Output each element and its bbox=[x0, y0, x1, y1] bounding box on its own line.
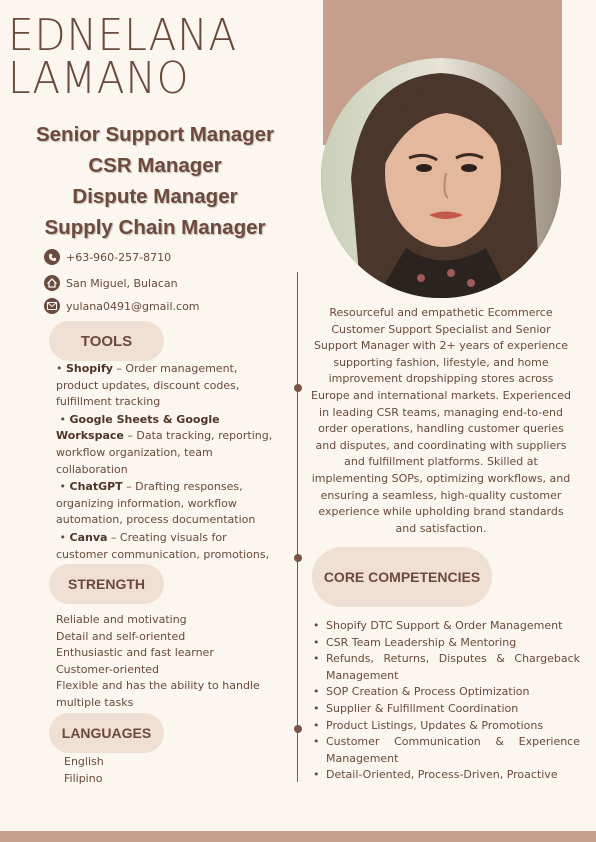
tool-name: Shopify bbox=[66, 362, 113, 375]
tool-desc: – Drafting responses, organizing information, workflow automation, process documentation bbox=[56, 480, 256, 527]
competency-item: • Detail-Oriented, Process-Driven, Proactive bbox=[310, 767, 580, 784]
competency-item: • Refunds, Returns, Disputes & Chargeback Management bbox=[310, 651, 580, 684]
tools-heading: TOOLS bbox=[49, 321, 164, 361]
job-titles bbox=[0, 119, 310, 243]
tool-item: • Canva – Creating visuals for customer communication, promotions, bbox=[56, 530, 280, 580]
profile-photo bbox=[321, 58, 561, 298]
phone-text: +63-960-257-8710 bbox=[66, 250, 172, 264]
competency-item: • Shopify DTC Support & Order Management bbox=[310, 618, 580, 635]
timeline-divider bbox=[297, 272, 298, 782]
email-text: yulana0491@gmail.com bbox=[66, 299, 200, 313]
title-line: CSR Manager bbox=[88, 154, 222, 177]
timeline-dot bbox=[294, 384, 302, 392]
languages-heading: LANGUAGES bbox=[49, 713, 164, 753]
tool-item: • Google Sheets & Google Workspace – Data tracking, reporting, workflow organization, team collaboration bbox=[56, 412, 273, 476]
tool-name: Canva bbox=[69, 530, 108, 544]
title-line: Supply Chain Manager bbox=[44, 216, 266, 239]
title-line: Senior Support Manager bbox=[35, 123, 275, 146]
strength-list bbox=[56, 612, 266, 712]
tool-desc: – Order management, product updates, discount codes, fulfillment tracking bbox=[56, 362, 240, 409]
title-line: Dispute Manager bbox=[72, 185, 238, 208]
strength-item: Enthusiastic and fast learner bbox=[56, 646, 214, 660]
contact-email bbox=[44, 298, 200, 314]
tool-desc: – Creating visuals for customer communication, promotions, bbox=[56, 530, 270, 561]
tool-item: • ChatGPT – Drafting responses, organizing information, workflow automation, process documentation bbox=[56, 480, 256, 527]
timeline-dot bbox=[294, 725, 302, 733]
languages-list bbox=[64, 754, 184, 787]
competency-item: • CSR Team Leadership & Mentoring bbox=[310, 635, 580, 652]
phone-icon bbox=[44, 249, 60, 265]
language-item: Filipino bbox=[64, 771, 103, 785]
language-item: English bbox=[64, 755, 104, 768]
candidate-name bbox=[8, 10, 238, 104]
strength-item: Customer-oriented bbox=[56, 662, 160, 676]
contact-phone bbox=[44, 249, 171, 265]
profile-summary: Resourceful and empathetic Ecommerce Customer Support Specialist and Senior Support Manager with 2+ years of experience supporting fashion, lifestyle, and home improvement dropshipping stores across Europe and international markets. Experienced in leading CSR teams, managing end-to-end order operations, handling customer queries and disputes, and coordinating with suppliers and fulfillment platforms. Skilled at implementing SOPs, optimizing workflows, and ensuring a seamless, high-quality customer experience while upholding brand standards and satisfaction. bbox=[311, 306, 571, 535]
strength-item: Flexible and has the ability to handle multiple tasks bbox=[56, 679, 260, 709]
competency-item: • Product Listings, Updates & Promotions bbox=[310, 718, 580, 735]
tool-name: Google Sheets & Google Workspace bbox=[56, 412, 220, 443]
name-first: EDNELANA bbox=[8, 10, 238, 61]
competencies-list bbox=[310, 618, 580, 784]
footer-band bbox=[0, 831, 596, 842]
competency-item: • SOP Creation & Process Optimization bbox=[310, 684, 580, 701]
tool-desc: – Data tracking, reporting, workflow organization, team collaboration bbox=[56, 429, 273, 476]
strength-item: Detail and self-oriented bbox=[56, 629, 186, 643]
strength-item: Reliable and motivating bbox=[56, 613, 187, 626]
mail-icon bbox=[44, 298, 60, 314]
strength-heading: STRENGTH bbox=[49, 564, 164, 604]
contact-address bbox=[44, 275, 178, 291]
tool-item: • Shopify – Order management, product updates, discount codes, fulfillment tracking bbox=[56, 362, 240, 409]
competency-item: • Supplier & Fulfillment Coordination bbox=[310, 701, 580, 718]
tool-name: ChatGPT bbox=[69, 480, 123, 494]
competencies-heading: CORE COMPETENCIES bbox=[312, 547, 492, 607]
name-last: LAMANO bbox=[8, 53, 190, 104]
tools-list bbox=[56, 361, 280, 580]
home-icon bbox=[44, 275, 60, 291]
timeline-dot bbox=[294, 554, 302, 562]
competency-item: • Customer Communication & Experience Management bbox=[310, 734, 580, 767]
address-text: San Miguel, Bulacan bbox=[66, 276, 178, 290]
